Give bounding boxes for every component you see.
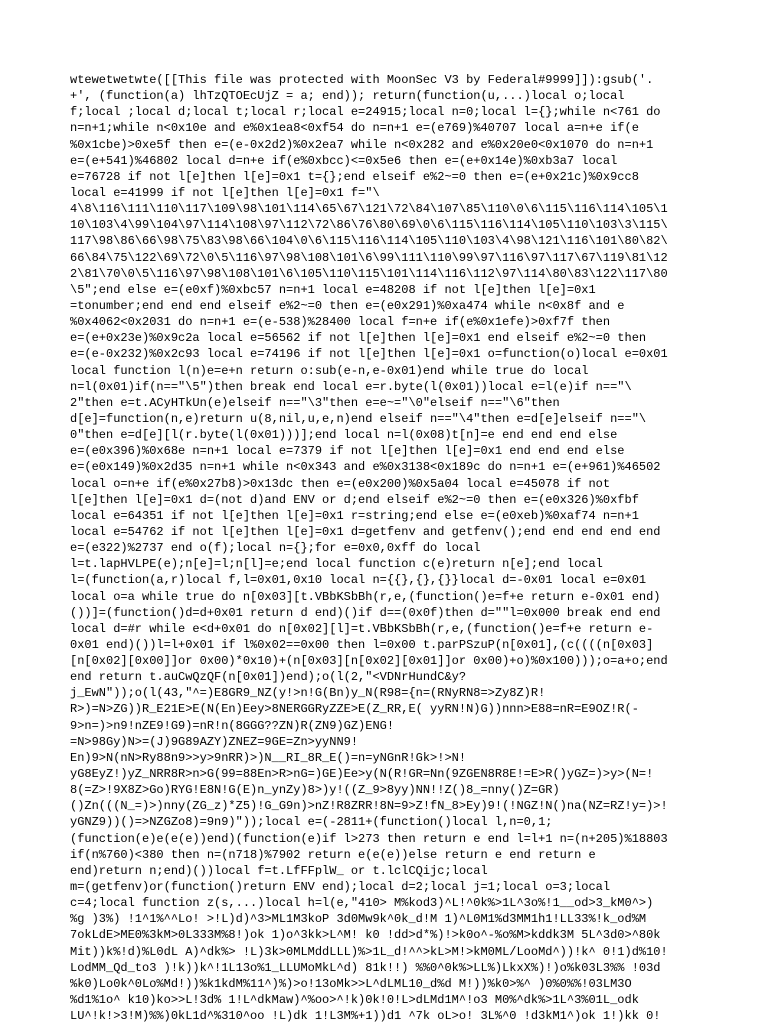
code-line: Mit))k%!d)%L0dL A)^dk%> !L)3k>0MLMddLLL)%>1L_d!^^>kL>M!>kM0ML/LooMd^))!k^ 0!1)d%10! (70, 944, 668, 959)
code-line: f;local ;local d;local t;local r;local e=24915;local n=0;local l={};while n<761 do (70, 105, 661, 120)
code-line: local e=41999 if not l[e]then l[e]=0x1 f="\ (70, 185, 380, 200)
code-line: 8(=Z>!9X8Z>Go)RYG!E8N!G(E)n_ynZy)8>)y!((Z_9>8yy)NN!!Z()8_=nny()Z=GR) (70, 783, 560, 798)
code-line: e=(e-0x232)%0x2c93 local e=74196 if not l[e]then l[e]=0x1 o=function(o)local e=0x01 (70, 347, 668, 362)
code-line: l=t.lapHVLPE(e);n[e]=l;n[l]=e;end local function c(e)return n[e];end local (70, 557, 603, 572)
code-line: e=(e0x149)%0x2d35 n=n+1 while n<0x343 and e%0x3138<0x189c do n=n+1 e=(e+961)%46502 (70, 460, 661, 475)
code-line: LodMM_Qd_to3 )!k))k^!1L13o%1_LLUMoMkL^d) 81k!!) %%0^0k%>LL%)LkxX%)!)o%k03L3%% !03d (70, 960, 661, 975)
code-document-body (70, 72, 700, 1024)
code-line: d[e]=function(n,e)return u(8,nil,u,e,n)end elseif n=="\4"then e=d[e]elseif n=="\ (70, 411, 647, 426)
code-line: [n[0x02][0x00]]or 0x00)*0x10)+(n[0x03][n[0x02][0x01]]or 0x00)+o)%0x100)));o=a+o;end (70, 654, 668, 669)
code-line: %0x4062<0x2031 do n=n+1 e=(e-538)%28400 local f=n+e if(e%0x1efe)>0xf7f then (70, 315, 611, 330)
code-line: yGNZ9))()=>NZGZo8)=9n9)"));local e=(-2811+(function()local l,n=0,1; (70, 815, 553, 830)
code-line: l[e]then l[e]=0x1 d=(not d)and ENV or d;end elseif e%2~=0 then e=(e0x326)%0xfbf (70, 492, 639, 507)
code-line: 0x01 end)())l=l+0x01 if l%0x02==0x00 then l=0x00 t.parPSzuP(n[0x01],(c((((n[0x03] (70, 637, 654, 652)
code-line: 2\81\70\0\5\116\97\98\108\101\6\105\110\115\101\114\116\112\97\114\80\83\122\117\80 (70, 266, 668, 281)
code-line: m=(getfenv)or(function()return ENV end);local d=2;local j=1;local o=3;local (70, 880, 611, 895)
code-line: local e=54762 if not l[e]then l[e]=0x1 d=getfenv and getfenv();end end end end end (70, 524, 661, 539)
code-line: 9>n=)>n9!nZE9!G9)=nR!n(8GGG??ZN)R(ZN9)GZ)ENG! (70, 718, 395, 733)
code-line: yG8EyZ!)yZ_NRR8R>n>G(99=88En>R>nG=)GE)Ee>y(N(R!GR=Nn(9ZGEN8R8E!=E>R()yGZ=)>y>(N=! (70, 767, 654, 782)
code-line: n=n+1;while n<0x10e and e%0x1ea8<0xf54 do n=n+1 e=(e769)%40707 local a=n+e if(e (70, 121, 639, 136)
code-line: local o=n+e if(e%0x27b8)>0x13dc then e=(e0x200)%0x5a04 local e=45078 if not (70, 476, 611, 491)
code-line: 66\84\75\122\69\72\0\5\116\97\98\108\101\6\99\111\110\99\97\116\97\117\67\119\81\12 (70, 250, 668, 265)
code-line: %0x1cbe)>0xe5f then e=(e-0x2d2)%0x2ea7 while n<0x282 and e%0x20e0<0x1070 do n=n+1 (70, 137, 654, 152)
code-line: l=(function(a,r)local f,l=0x01,0x10 local n={{},{},{}}local d=-0x01 local e=0x01 (70, 573, 647, 588)
code-line: %d1%1o^ k10)ko>>L!3d% 1!L^dkMaw)^%oo>^!k)0k!0!L>dLMd1M^!o3 M0%^dk%>1L^3%01L_odk (70, 993, 639, 1008)
code-line: end)return n;end)())local f=t.LfFFplW_ or t.lclCQijc;local (70, 863, 488, 878)
code-line: En)9>N(nN>Ry88n9>>y>9nRR)>)N__RI_8R_E()=n=yNGnR!Gk>!>N! (70, 750, 467, 765)
code-line: if(n%760)<380 then n=(n718)%7902 return e(e(e))else return e end return e (70, 847, 596, 862)
code-line: e=(e0x396)%0x68e n=n+1 local e=7379 if not l[e]then l[e]=0x1 end end end else (70, 444, 625, 459)
code-line: e=76728 if not l[e]then l[e]=0x1 t={};end elseif e%2~=0 then e=(e+0x21c)%0x9cc8 (70, 169, 639, 184)
code-line: wtewetwetwte([[This file was protected with MoonSec V3 by Federal#9999]]):gsub('. (70, 73, 654, 87)
code-line: \5";end else e=(e0xf)%0xbc57 n=n+1 local e=48208 if not l[e]then l[e]=0x1 (70, 282, 596, 297)
code-line: local e=64351 if not l[e]then l[e]=0x1 r=string;end else e=(e0xeb)%0xaf74 n=n+1 (70, 508, 639, 523)
code-line: =tonumber;end end end elseif e%2~=0 then e=(e0x291)%0xa474 while n<0x8f and e (70, 298, 625, 313)
code-line: +', (function(a) lhTzQTOEcUjZ = a; end)); return(function(u,...)local o;local (70, 89, 625, 104)
code-line: 7okLdE>ME0%3kM>0L333M%8!)ok 1)o^3kk>L^M! k0 !dd>d*%)!>k0o^-%o%M>kddk3M 5L^3d0>^80k (70, 928, 661, 943)
code-line: %g )3%) !1^1%^^Lo! >!L)d)^3>ML1M3koP 3d0Mw9k^0k_d!M 1)^L0M1%d3MM1h1!LL33%!k_od%M (70, 912, 647, 927)
code-line: LU^!k!>3!M)%%)0kL1d^%310^oo !L)dk 1!L3M%+1))d1 ^7k oL>o! 3L%^0 !d3kM1^)ok 1!)kk 0! (70, 1009, 661, 1024)
code-line: ()Zn(((N_=)>)nny(ZG_z)*Z5)!G_G9n)>nZ!R8ZRR!8N=9>Z!fN_8>Ey)9!(!NGZ!N()na(NZ=RZ!y=)>! (70, 799, 668, 814)
code-line: %k0)Lo0k^0Lo%Md!))%k1kdM%11^)%)>o!13oMk>>L^dLML10_d%d M!))%k0>%^ )0%0%%!03LM3O (70, 976, 632, 991)
code-line: local d=#r while e<d+0x01 do n[0x02][l]=t.VBbKSbBh(r,e,(function()e=f+e return e- (70, 621, 654, 636)
code-line: 2"then e=t.ACyHTkUn(e)elseif n=="\3"then e=e~="\0"elseif n=="\6"then (70, 395, 560, 410)
code-line: =N>98Gy)N>=(J)9G89AZY)ZNEZ=9GE=Zn>yyNN9! (70, 734, 359, 749)
code-line: c=4;local function z(s,...)local h=l(e,"410> M%kod3)^L!^0k%>1L^3o%!1__od>3_kM0^>) (70, 896, 654, 911)
code-line: j_EwN"));o(l(43,"^=)E8GR9_NZ(y!>n!G(Bn)y_N(R98={n=(RNyRN8=>Zy8Z)R! (70, 686, 546, 701)
code-line: local function l(n)e=e+n return o:sub(e-n,e-0x01)end while true do local (70, 363, 589, 378)
code-line: e=(e+0x23e)%0x9c2a local e=56562 if not l[e]then l[e]=0x1 end elseif e%2~=0 then (70, 331, 647, 346)
code-line: n=l(0x01)if(n=="\5")then break end local e=r.byte(l(0x01))local e=l(e)if n=="\ (70, 379, 632, 394)
code-line: (function(e)e(e(e))end)(function(e)if l>273 then return e end l=l+1 n=(n+205)%18803 (70, 831, 668, 846)
code-line: 4\8\116\111\110\117\109\98\101\114\65\67\121\72\84\107\85\110\0\6\115\116\114\105\1 (70, 202, 668, 217)
code-line: R>)=N>ZG))R_E21E>E(N(En)Eey>8NERGGRyZZE>E(Z_RR,E( yyRN!N)G))nnn>E88=nR=E9OZ!R(- (70, 702, 639, 717)
code-line: e=(e322)%2737 end o(f);local n={};for e=0x0,0xff do local (70, 541, 481, 556)
code-line: local o=a while true do n[0x03][t.VBbKSbBh(r,e,(function()e=f+e return e-0x01 end) (70, 589, 661, 604)
code-line: 117\98\86\66\98\75\83\98\66\104\0\6\115\116\114\105\110\103\4\98\121\116\101\80\82\ (70, 234, 668, 249)
code-line: ())]=(function()d=d+0x01 return d end)()if d==(0x0f)then d=""l=0x000 break end end (70, 605, 661, 620)
code-line: end return t.auCwQzQF(n[0x01])end);o(l(2,"<VDNrHundC&y? (70, 670, 467, 685)
code-line: e=(e+541)%46802 local d=n+e if(e%0xbcc)<=0x5e6 then e=(e+0x14e)%0xb3a7 local (70, 153, 618, 168)
code-line: 0"then e=d[e][l(r.byte(l(0x01)))];end local n=l(0x08)t[n]=e end end end else (70, 428, 618, 443)
code-line: 10\103\4\99\104\97\114\108\97\112\72\86\76\80\69\0\6\115\116\114\105\110\103\3\115\ (70, 218, 668, 233)
